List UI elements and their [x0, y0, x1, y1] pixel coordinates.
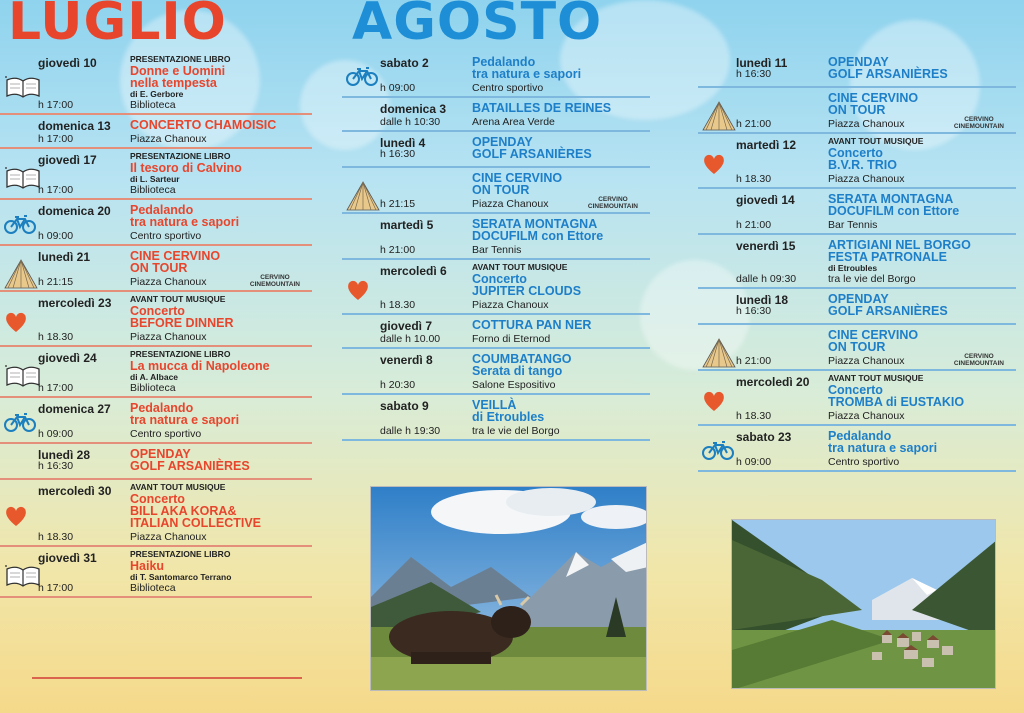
event-time: h 16:30 — [736, 68, 772, 80]
film-icon — [702, 338, 736, 373]
event-title: BEFORE DINNER — [130, 316, 234, 330]
event-row — [0, 547, 312, 598]
event-day: venerdì 8 — [380, 353, 433, 367]
event-place: Bar Tennis — [472, 244, 522, 256]
event-day: sabato 2 — [380, 56, 429, 70]
event-time: h 21:15 — [380, 198, 416, 210]
event-time: h 17:00 — [38, 133, 74, 145]
event-pretitle: AVANT TOUT MUSIQUE — [828, 136, 924, 146]
event-place: Biblioteca — [130, 582, 176, 594]
event-title: Concerto — [828, 383, 883, 397]
event-title: tra natura e sapori — [130, 215, 240, 229]
cinemountain-logo — [954, 116, 1004, 130]
event-place: Piazza Chanoux — [130, 531, 207, 543]
event-subtitle: di E. Gerbore — [130, 89, 184, 99]
event-title: OPENDAY — [472, 135, 533, 149]
event-title: GOLF ARSANIÈRES — [828, 67, 948, 81]
event-time: h 17:00 — [38, 382, 74, 394]
event-title: ON TOUR — [472, 183, 530, 197]
bike-icon — [346, 65, 378, 92]
event-title: DOCUFILM con Ettore — [472, 229, 604, 243]
event-row — [0, 347, 312, 398]
agosto-events-column-2 — [698, 52, 1016, 472]
event-pretitle: PRESENTAZIONE LIBRO — [130, 349, 231, 359]
event-title: tra natura e sapori — [472, 67, 582, 81]
logo-line: CERVINO — [598, 196, 628, 203]
event-day: domenica 13 — [38, 119, 111, 133]
cinemountain-logo — [954, 353, 1004, 367]
event-title: Concerto — [130, 304, 185, 318]
luglio-events-column — [0, 52, 312, 598]
event-title: OPENDAY — [828, 292, 889, 306]
event-title: ITALIAN COLLECTIVE — [130, 516, 262, 530]
month-title-agosto: AGOSTO — [352, 0, 603, 52]
event-title: tra natura e sapori — [828, 441, 938, 455]
event-day: giovedì 24 — [38, 351, 97, 365]
film-icon — [702, 101, 736, 136]
logo-line: CINEMOUNTAIN — [953, 360, 1004, 367]
event-time: h 21:15 — [38, 276, 74, 288]
event-time: h 18.30 — [736, 173, 772, 185]
event-place: Biblioteca — [130, 382, 176, 394]
event-time: h 16:30 — [38, 460, 74, 472]
event-title: Pedalando — [472, 55, 536, 69]
event-place: Piazza Chanoux — [472, 198, 549, 210]
event-time: h 17:00 — [38, 582, 74, 594]
event-day: giovedì 7 — [380, 319, 433, 333]
event-title: Concerto — [130, 492, 185, 506]
event-row — [698, 189, 1016, 235]
month-title-luglio: LUGLIO — [8, 0, 227, 52]
event-title: Serata di tango — [472, 364, 563, 378]
event-time: h 18.30 — [380, 299, 416, 311]
agosto-events-column — [342, 52, 650, 441]
logo-line: CINEMOUNTAIN — [587, 203, 638, 210]
event-pretitle: PRESENTAZIONE LIBRO — [130, 151, 231, 161]
event-row — [698, 235, 1016, 289]
event-title: JUPITER CLOUDS — [472, 284, 582, 298]
event-time: dalle h 09:30 — [736, 273, 797, 285]
event-row — [0, 292, 312, 347]
event-title: TROMBA di EUSTAKIO — [828, 395, 965, 409]
event-pretitle: PRESENTAZIONE LIBRO — [130, 549, 231, 559]
event-pretitle: AVANT TOUT MUSIQUE — [472, 262, 568, 272]
event-time: h 20:30 — [380, 379, 416, 391]
event-row — [0, 444, 312, 480]
event-row — [342, 260, 650, 315]
event-day: mercoledì 6 — [380, 264, 447, 278]
logo-line: CERVINO — [260, 274, 290, 281]
heart-icon — [702, 389, 726, 418]
event-day: giovedì 14 — [736, 193, 795, 207]
event-title: CINE CERVINO — [828, 328, 919, 342]
event-time: h 17:00 — [38, 99, 74, 111]
event-title: OPENDAY — [828, 55, 889, 69]
bike-icon — [702, 439, 734, 466]
event-row — [698, 134, 1016, 189]
event-time: dalle h 10:30 — [380, 116, 441, 128]
event-place: Biblioteca — [130, 184, 176, 196]
event-title: BILL AKA KORA& — [130, 504, 237, 518]
event-row — [698, 371, 1016, 426]
photo-village-valley — [731, 519, 996, 689]
event-row — [698, 325, 1016, 371]
cinemountain-logo — [250, 274, 300, 288]
event-title: VEILLÀ — [472, 398, 517, 412]
event-row — [698, 88, 1016, 134]
event-row — [0, 200, 312, 246]
event-time: h 16:30 — [380, 148, 416, 160]
event-day: giovedì 31 — [38, 551, 97, 565]
event-row — [342, 214, 650, 260]
event-day: martedì 5 — [380, 218, 434, 232]
event-place: Piazza Chanoux — [472, 299, 549, 311]
event-time: h 09:00 — [380, 82, 416, 94]
event-place: Centro sportivo — [828, 456, 900, 468]
event-title: Concerto — [828, 146, 883, 160]
event-place: Forno di Eternod — [472, 333, 551, 345]
event-title: OPENDAY — [130, 447, 191, 461]
photo-cow-mountains — [370, 486, 647, 691]
event-pretitle: AVANT TOUT MUSIQUE — [828, 373, 924, 383]
event-place: Piazza Chanoux — [828, 355, 905, 367]
event-day: lunedì 11 — [736, 56, 788, 70]
film-icon — [346, 181, 380, 216]
cinemountain-logo — [588, 196, 638, 210]
event-row — [342, 315, 650, 349]
event-title: B.V.R. TRIO — [828, 158, 897, 172]
event-day: venerdì 15 — [736, 239, 796, 253]
event-day: sabato 23 — [736, 430, 792, 444]
event-time: h 17:00 — [38, 184, 74, 196]
event-title: FESTA PATRONALE — [828, 250, 947, 264]
event-day: mercoledì 30 — [38, 484, 112, 498]
event-title: CONCERTO CHAMOISIC — [130, 118, 277, 132]
event-day: mercoledì 20 — [736, 375, 810, 389]
event-day: domenica 20 — [38, 204, 111, 218]
event-day: martedì 12 — [736, 138, 797, 152]
heart-icon — [4, 310, 28, 339]
event-title: ON TOUR — [828, 340, 886, 354]
event-title: Haiku — [130, 559, 165, 573]
book-icon — [4, 563, 42, 594]
heart-icon — [4, 504, 28, 533]
event-row — [0, 52, 312, 115]
event-title: GOLF ARSANIÈRES — [472, 147, 592, 161]
book-icon — [4, 74, 42, 105]
event-title: GOLF ARSANIÈRES — [130, 459, 250, 473]
event-title: CINE CERVINO — [472, 171, 563, 185]
event-row — [698, 426, 1016, 472]
event-title: Pedalando — [130, 401, 194, 415]
event-title: nella tempesta — [130, 76, 217, 90]
event-row — [342, 132, 650, 168]
event-place: Piazza Chanoux — [828, 118, 905, 130]
event-place: Bar Tennis — [828, 219, 878, 231]
event-place: Arena Area Verde — [472, 116, 555, 128]
event-title: DOCUFILM con Ettore — [828, 204, 960, 218]
event-pretitle: AVANT TOUT MUSIQUE — [130, 294, 226, 304]
event-title: Pedalando — [130, 203, 194, 217]
event-row — [0, 480, 312, 547]
event-row — [342, 98, 650, 132]
heart-icon — [702, 152, 726, 181]
event-time: h 21:00 — [736, 118, 772, 130]
event-row — [698, 52, 1016, 88]
event-time: dalle h 10.00 — [380, 333, 441, 345]
event-subtitle: di Etroubles — [828, 263, 878, 273]
event-time: dalle h 19:30 — [380, 425, 441, 437]
logo-line: CERVINO — [964, 116, 994, 123]
event-day: lunedì 18 — [736, 293, 789, 307]
logo-line: CERVINO — [964, 353, 994, 360]
event-title: ARTIGIANI NEL BORGO — [828, 238, 971, 252]
event-title: GOLF ARSANIÈRES — [828, 304, 948, 318]
bike-icon — [4, 213, 36, 240]
event-day: domenica 27 — [38, 402, 111, 416]
event-day: lunedì 21 — [38, 250, 91, 264]
event-row — [342, 52, 650, 98]
event-day: giovedì 17 — [38, 153, 97, 167]
event-row — [698, 289, 1016, 325]
event-time: h 21:00 — [736, 355, 772, 367]
logo-line: CINEMOUNTAIN — [953, 123, 1004, 130]
event-time: h 09:00 — [38, 230, 74, 242]
film-icon — [4, 259, 38, 294]
event-subtitle: di T. Santomarco Terrano — [130, 572, 232, 582]
event-title: COTTURA PAN NER — [472, 318, 592, 332]
event-row — [342, 349, 650, 395]
event-pretitle: AVANT TOUT MUSIQUE — [130, 482, 226, 492]
event-time: h 21:00 — [736, 219, 772, 231]
event-place: tra le vie del Borgo — [828, 273, 916, 285]
event-day: giovedì 10 — [38, 56, 97, 70]
event-place: Centro sportivo — [130, 428, 202, 440]
book-icon — [4, 363, 42, 394]
event-place: Piazza Chanoux — [828, 410, 905, 422]
event-title: CINE CERVINO — [130, 249, 221, 263]
event-time: h 21:00 — [380, 244, 416, 256]
event-title: ON TOUR — [828, 103, 886, 117]
event-subtitle: di A. Albace — [130, 372, 179, 382]
event-time: h 18.30 — [38, 331, 74, 343]
event-place: Piazza Chanoux — [130, 276, 207, 288]
event-day: mercoledì 23 — [38, 296, 112, 310]
event-day: sabato 9 — [380, 399, 429, 413]
event-pretitle: PRESENTAZIONE LIBRO — [130, 54, 231, 64]
event-place: Biblioteca — [130, 99, 176, 111]
event-day: lunedì 28 — [38, 448, 91, 462]
luglio-bottom-divider — [32, 677, 302, 679]
event-subtitle: di L. Sarteur — [130, 174, 180, 184]
event-row — [0, 149, 312, 200]
event-title: La mucca di Napoleone — [130, 359, 270, 373]
event-row — [342, 168, 650, 214]
event-title: SERATA MONTAGNA — [828, 192, 954, 206]
event-time: h 18.30 — [38, 531, 74, 543]
event-time: h 18.30 — [736, 410, 772, 422]
event-title: tra natura e sapori — [130, 413, 240, 427]
event-time: h 16:30 — [736, 305, 772, 317]
event-row — [342, 395, 650, 441]
event-row — [0, 246, 312, 292]
event-row — [0, 398, 312, 444]
event-place: Centro sportivo — [130, 230, 202, 242]
event-title: Pedalando — [828, 429, 892, 443]
book-icon — [4, 165, 42, 196]
event-place: tra le vie del Borgo — [472, 425, 560, 437]
event-day: lunedì 4 — [380, 136, 426, 150]
event-place: Piazza Chanoux — [828, 173, 905, 185]
event-title: BATAILLES DE REINES — [472, 101, 612, 115]
logo-line: CINEMOUNTAIN — [249, 281, 300, 288]
heart-icon — [346, 278, 370, 307]
event-title: Donne e Uomini — [130, 64, 226, 78]
event-title: CINE CERVINO — [828, 91, 919, 105]
event-time: h 09:00 — [38, 428, 74, 440]
event-title: Concerto — [472, 272, 527, 286]
event-title: COUMBATANGO — [472, 352, 572, 366]
event-place: Piazza Chanoux — [130, 331, 207, 343]
event-row — [0, 115, 312, 149]
event-place: Salone Espositivo — [472, 379, 556, 391]
event-title: ON TOUR — [130, 261, 188, 275]
event-day: domenica 3 — [380, 102, 447, 116]
event-title: Il tesoro di Calvino — [130, 161, 242, 175]
event-time: h 09:00 — [736, 456, 772, 468]
event-place: Centro sportivo — [472, 82, 544, 94]
event-title: SERATA MONTAGNA — [472, 217, 598, 231]
event-place: Piazza Chanoux — [130, 133, 207, 145]
bike-icon — [4, 411, 36, 438]
event-title: di Etroubles — [472, 410, 545, 424]
